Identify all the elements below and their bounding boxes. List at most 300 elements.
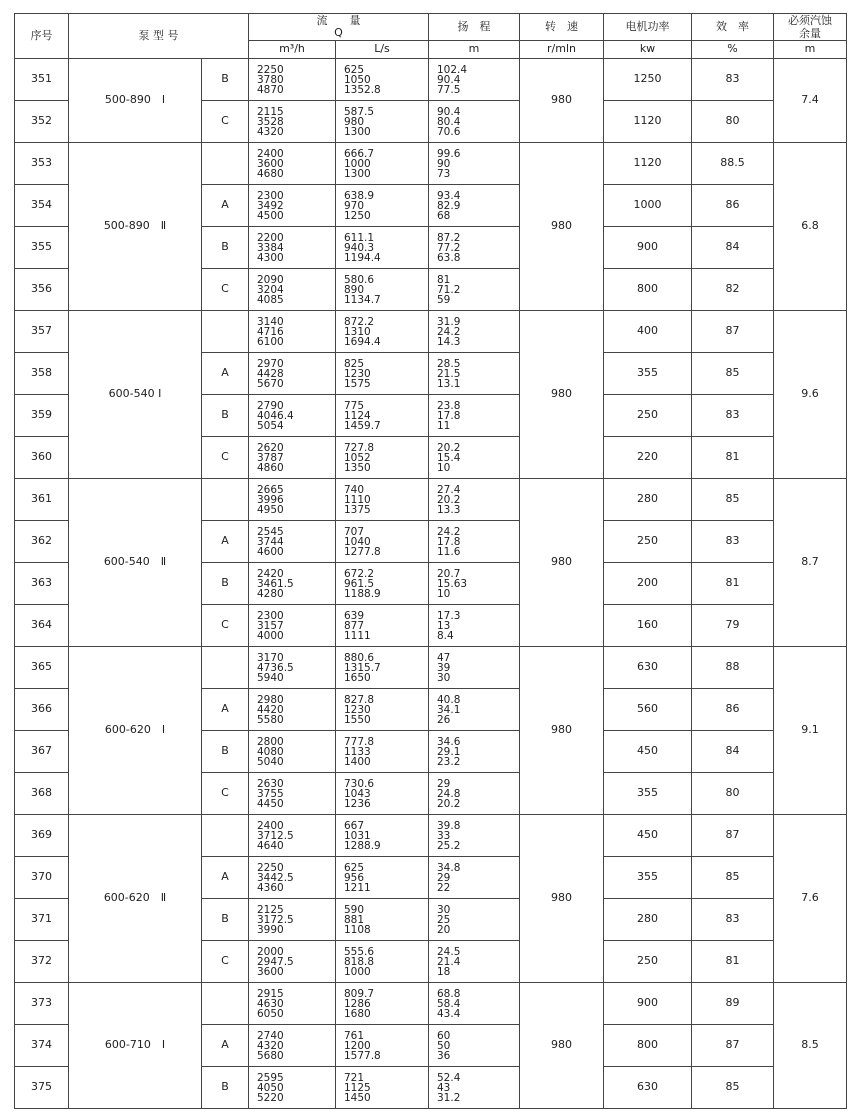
model-cell: 500-890 Ⅱ <box>69 143 202 311</box>
power-cell: 280 <box>604 899 692 941</box>
value-line: 3787 <box>257 451 284 464</box>
value-line: 1694.4 <box>344 335 381 348</box>
speed-cell: 980 <box>520 647 604 815</box>
variant-cell: C <box>202 605 249 647</box>
value-line: 1194.4 <box>344 251 381 264</box>
speed-cell: 980 <box>520 815 604 983</box>
value-line: 33 <box>437 829 451 842</box>
flow-ls-cell <box>336 941 429 983</box>
value-line: 3204 <box>257 283 284 296</box>
value-line: 4950 <box>257 503 284 516</box>
seq-cell: 356 <box>15 269 69 311</box>
power-cell: 160 <box>604 605 692 647</box>
value-line: 4300 <box>257 251 284 264</box>
value-line: 17.3 <box>437 609 461 622</box>
unit-power: kw <box>604 41 692 59</box>
model-cell: 500-890 I <box>69 59 202 143</box>
flow-m3h-cell <box>249 143 336 185</box>
value-line: 2125 <box>257 903 284 916</box>
value-line: 1125 <box>344 1081 371 1094</box>
value-line: 1124 <box>344 409 371 422</box>
unit-npsh: m <box>774 41 847 59</box>
power-cell: 400 <box>604 311 692 353</box>
value-line: 50 <box>437 1039 451 1052</box>
value-line: 3172.5 <box>257 913 294 926</box>
head-cell <box>429 395 520 437</box>
value-line: 27.4 <box>437 483 461 496</box>
value-line: 5670 <box>257 377 284 390</box>
seq-cell: 371 <box>15 899 69 941</box>
value-line: 82.9 <box>437 199 461 212</box>
flow-ls-cell <box>336 1067 429 1109</box>
value-line: 1350 <box>344 461 371 474</box>
value-line: 2250 <box>257 63 284 76</box>
value-line: 60 <box>437 1029 451 1042</box>
flow-ls-cell <box>336 59 429 101</box>
npsh-cell: 8.7 <box>774 479 847 647</box>
value-line: 77.2 <box>437 241 461 254</box>
value-line: 2090 <box>257 273 284 286</box>
head-cell <box>429 479 520 521</box>
npsh-cell: 8.5 <box>774 983 847 1109</box>
value-line: 1200 <box>344 1039 371 1052</box>
eff-cell: 81 <box>692 941 774 983</box>
value-line: 2420 <box>257 567 284 580</box>
value-line: 4085 <box>257 293 284 306</box>
value-line: 20.2 <box>437 797 461 810</box>
value-line: 1250 <box>344 209 371 222</box>
value-line: 3744 <box>257 535 284 548</box>
flow-ls-cell <box>336 815 429 857</box>
value-line: 1230 <box>344 703 371 716</box>
value-line: 2545 <box>257 525 284 538</box>
eff-cell: 87 <box>692 1025 774 1067</box>
npsh-cell: 9.1 <box>774 647 847 815</box>
variant-cell: B <box>202 731 249 773</box>
value-line: 87.2 <box>437 231 461 244</box>
value-line: 68.8 <box>437 987 461 1000</box>
value-line: 25 <box>437 913 451 926</box>
value-line: 2595 <box>257 1071 284 1084</box>
eff-cell: 88 <box>692 647 774 689</box>
value-line: 15.63 <box>437 577 468 590</box>
variant-cell: A <box>202 857 249 899</box>
flow-m3h-cell <box>249 983 336 1025</box>
value-line: 99.6 <box>437 147 461 160</box>
value-line: 956 <box>344 871 365 884</box>
value-line: 1310 <box>344 325 371 338</box>
flow-ls-cell <box>336 605 429 647</box>
value-line: 818.8 <box>344 955 375 968</box>
value-line: 81 <box>437 273 451 286</box>
value-line: 23.2 <box>437 755 461 768</box>
variant-cell: A <box>202 185 249 227</box>
value-line: 30 <box>437 903 451 916</box>
table-row <box>15 311 847 353</box>
value-line: 3755 <box>257 787 284 800</box>
value-line: 17.8 <box>437 535 461 548</box>
head-cell <box>429 521 520 563</box>
seq-header: 序号 <box>15 14 69 59</box>
value-line: 1288.9 <box>344 839 381 852</box>
seq-cell: 352 <box>15 101 69 143</box>
value-line: 970 <box>344 199 365 212</box>
power-cell: 1120 <box>604 143 692 185</box>
model-cell: 600-710 I <box>69 983 202 1109</box>
unit-eff: % <box>692 41 774 59</box>
value-line: 1550 <box>344 713 371 726</box>
flow-ls-cell <box>336 185 429 227</box>
value-line: 777.8 <box>344 735 375 748</box>
value-line: 3528 <box>257 115 284 128</box>
value-line: 31.9 <box>437 315 461 328</box>
value-line: 1040 <box>344 535 371 548</box>
value-line: 20.7 <box>437 567 461 580</box>
npsh-cell: 9.6 <box>774 311 847 479</box>
flow-ls-cell <box>336 479 429 521</box>
value-line: 68 <box>437 209 451 222</box>
value-line: 40.8 <box>437 693 461 706</box>
value-line: 36 <box>437 1049 451 1062</box>
power-cell: 450 <box>604 731 692 773</box>
seq-cell: 374 <box>15 1025 69 1067</box>
value-line: 3170 <box>257 651 284 664</box>
value-line: 881 <box>344 913 365 926</box>
value-line: 4600 <box>257 545 284 558</box>
value-line: 2300 <box>257 189 284 202</box>
flow-m3h-cell <box>249 1025 336 1067</box>
seq-cell: 361 <box>15 479 69 521</box>
value-line: 825 <box>344 357 365 370</box>
head-cell <box>429 269 520 311</box>
value-line: 2200 <box>257 231 284 244</box>
value-line: 1352.8 <box>344 83 381 96</box>
flow-ls-cell <box>336 857 429 899</box>
value-line: 707 <box>344 525 365 538</box>
flow-ls-cell <box>336 731 429 773</box>
value-line: 1052 <box>344 451 371 464</box>
value-line: 890 <box>344 283 365 296</box>
variant-cell: A <box>202 1025 249 1067</box>
value-line: 1575 <box>344 377 371 390</box>
eff-cell: 79 <box>692 605 774 647</box>
variant-cell: B <box>202 1067 249 1109</box>
flow-ls-cell <box>336 983 429 1025</box>
value-line: 721 <box>344 1071 365 1084</box>
flow-m3h-cell <box>249 311 336 353</box>
power-cell: 355 <box>604 857 692 899</box>
value-line: 4736.5 <box>257 661 294 674</box>
variant-cell: A <box>202 353 249 395</box>
value-line: 1050 <box>344 73 371 86</box>
unit-speed: r/mln <box>520 41 604 59</box>
value-line: 3157 <box>257 619 284 632</box>
model-cell: 600-620 Ⅱ <box>69 815 202 983</box>
flow-ls-cell <box>336 773 429 815</box>
value-line: 3140 <box>257 315 284 328</box>
flow-ls-cell <box>336 269 429 311</box>
value-line: 1188.9 <box>344 587 381 600</box>
seq-cell: 369 <box>15 815 69 857</box>
model-header: 泵 型 号 <box>69 14 249 59</box>
eff-cell: 83 <box>692 899 774 941</box>
value-line: 90.4 <box>437 73 461 86</box>
value-line: 940.3 <box>344 241 375 254</box>
head-cell <box>429 1025 520 1067</box>
value-line: 2250 <box>257 861 284 874</box>
value-line: 6050 <box>257 1007 284 1020</box>
eff-cell: 84 <box>692 227 774 269</box>
seq-cell: 375 <box>15 1067 69 1109</box>
speed-cell: 980 <box>520 983 604 1109</box>
value-line: 1108 <box>344 923 371 936</box>
unit-flow-m3h: m³/h <box>249 41 336 59</box>
value-line: 58.4 <box>437 997 461 1010</box>
npsh-header <box>774 14 847 41</box>
seq-cell: 368 <box>15 773 69 815</box>
head-cell <box>429 731 520 773</box>
seq-cell: 354 <box>15 185 69 227</box>
flow-m3h-cell <box>249 227 336 269</box>
value-line: 1134.7 <box>344 293 381 306</box>
value-line: 20 <box>437 923 451 936</box>
power-cell: 355 <box>604 773 692 815</box>
value-line: 10 <box>437 587 451 600</box>
flow-ls-cell <box>336 143 429 185</box>
flow-ls-cell <box>336 521 429 563</box>
flow-m3h-cell <box>249 395 336 437</box>
value-line: 5220 <box>257 1091 284 1104</box>
variant-cell <box>202 479 249 521</box>
flow-m3h-cell <box>249 269 336 311</box>
power-cell: 900 <box>604 983 692 1025</box>
eff-cell: 80 <box>692 101 774 143</box>
value-line: 90 <box>437 157 451 170</box>
value-line: 31.2 <box>437 1091 461 1104</box>
value-line: 1000 <box>344 157 371 170</box>
value-line: 11.6 <box>437 545 461 558</box>
flow-ls-cell <box>336 311 429 353</box>
head-cell <box>429 227 520 269</box>
value-line: 2790 <box>257 399 284 412</box>
head-cell <box>429 101 520 143</box>
head-cell <box>429 353 520 395</box>
value-line: 77.5 <box>437 83 461 96</box>
value-line: 1031 <box>344 829 371 842</box>
value-line: 1680 <box>344 1007 371 1020</box>
value-line: 827.8 <box>344 693 375 706</box>
value-line: 47 <box>437 651 451 664</box>
value-line: 775 <box>344 399 365 412</box>
npsh-title: 必须汽蚀余量 <box>788 14 832 40</box>
flow-m3h-cell <box>249 899 336 941</box>
flow-ls-cell <box>336 227 429 269</box>
power-cell: 1000 <box>604 185 692 227</box>
value-line: 3600 <box>257 157 284 170</box>
pump-spec-table <box>14 13 847 1109</box>
value-line: 73 <box>437 167 451 180</box>
head-cell <box>429 437 520 479</box>
value-line: 52.4 <box>437 1071 461 1084</box>
value-line: 4080 <box>257 745 284 758</box>
eff-cell: 87 <box>692 311 774 353</box>
value-line: 555.6 <box>344 945 375 958</box>
value-line: 590 <box>344 903 365 916</box>
value-line: 39.8 <box>437 819 461 832</box>
value-line: 5940 <box>257 671 284 684</box>
head-cell <box>429 1067 520 1109</box>
flow-m3h-cell <box>249 59 336 101</box>
header-row <box>15 14 847 41</box>
value-line: 761 <box>344 1029 365 1042</box>
value-line: 3461.5 <box>257 577 294 590</box>
value-line: 1000 <box>344 965 371 978</box>
value-line: 872.2 <box>344 315 375 328</box>
flow-ls-cell <box>336 101 429 143</box>
table-row <box>15 983 847 1025</box>
speed-cell: 980 <box>520 479 604 647</box>
table-row <box>15 143 847 185</box>
value-line: 2740 <box>257 1029 284 1042</box>
table-row <box>15 59 847 101</box>
flow-m3h-cell <box>249 521 336 563</box>
flow-ls-cell <box>336 899 429 941</box>
head-header: 扬 程 <box>429 14 520 41</box>
seq-cell: 357 <box>15 311 69 353</box>
variant-cell: B <box>202 227 249 269</box>
npsh-cell: 7.6 <box>774 815 847 983</box>
value-line: 2947.5 <box>257 955 294 968</box>
power-cell: 250 <box>604 941 692 983</box>
flow-m3h-cell <box>249 815 336 857</box>
head-cell <box>429 899 520 941</box>
flow-m3h-cell <box>249 353 336 395</box>
seq-cell: 355 <box>15 227 69 269</box>
value-line: 5680 <box>257 1049 284 1062</box>
head-cell <box>429 647 520 689</box>
variant-cell: C <box>202 437 249 479</box>
seq-cell: 358 <box>15 353 69 395</box>
flow-ls-cell <box>336 353 429 395</box>
value-line: 3384 <box>257 241 284 254</box>
value-line: 580.6 <box>344 273 375 286</box>
value-line: 43 <box>437 1081 451 1094</box>
eff-cell: 81 <box>692 563 774 605</box>
value-line: 21.5 <box>437 367 461 380</box>
npsh-cell: 6.8 <box>774 143 847 311</box>
eff-cell: 84 <box>692 731 774 773</box>
value-line: 4870 <box>257 83 284 96</box>
eff-cell: 85 <box>692 857 774 899</box>
value-line: 625 <box>344 861 365 874</box>
power-cell: 560 <box>604 689 692 731</box>
value-line: 4050 <box>257 1081 284 1094</box>
value-line: 4428 <box>257 367 284 380</box>
value-line: 3712.5 <box>257 829 294 842</box>
value-line: 2400 <box>257 819 284 832</box>
value-line: 29.1 <box>437 745 461 758</box>
eff-cell: 86 <box>692 185 774 227</box>
value-line: 4630 <box>257 997 284 1010</box>
power-cell: 200 <box>604 563 692 605</box>
value-line: 34.1 <box>437 703 461 716</box>
power-header: 电机功率 <box>604 14 692 41</box>
variant-cell: B <box>202 899 249 941</box>
power-cell: 1250 <box>604 59 692 101</box>
value-line: 4320 <box>257 1039 284 1052</box>
value-line: 1375 <box>344 503 371 516</box>
value-line: 611.1 <box>344 231 375 244</box>
model-cell: 600-620 I <box>69 647 202 815</box>
flow-m3h-cell <box>249 101 336 143</box>
speed-cell: 980 <box>520 59 604 143</box>
value-line: 2115 <box>257 105 284 118</box>
seq-cell: 373 <box>15 983 69 1025</box>
speed-header: 转 速 <box>520 14 604 41</box>
value-line: 11 <box>437 419 451 432</box>
seq-cell: 351 <box>15 59 69 101</box>
value-line: 1133 <box>344 745 371 758</box>
value-line: 4280 <box>257 587 284 600</box>
value-line: 730.6 <box>344 777 375 790</box>
value-line: 1650 <box>344 671 371 684</box>
flow-m3h-cell <box>249 605 336 647</box>
seq-cell: 370 <box>15 857 69 899</box>
value-line: 1111 <box>344 629 371 642</box>
value-line: 3996 <box>257 493 284 506</box>
value-line: 1300 <box>344 167 371 180</box>
flow-m3h-cell <box>249 689 336 731</box>
eff-header: 效 率 <box>692 14 774 41</box>
value-line: 980 <box>344 115 365 128</box>
value-line: 3492 <box>257 199 284 212</box>
value-line: 39 <box>437 661 451 674</box>
value-line: 2630 <box>257 777 284 790</box>
value-line: 20.2 <box>437 493 461 506</box>
model-cell: 600-540 I <box>69 311 202 479</box>
flow-m3h-cell <box>249 941 336 983</box>
variant-cell: C <box>202 101 249 143</box>
eff-cell: 85 <box>692 1067 774 1109</box>
head-cell <box>429 143 520 185</box>
value-line: 18 <box>437 965 451 978</box>
flow-ls-cell <box>336 395 429 437</box>
value-line: 26 <box>437 713 451 726</box>
value-line: 5580 <box>257 713 284 726</box>
value-line: 4000 <box>257 629 284 642</box>
flow-header <box>249 14 429 41</box>
flow-ls-cell <box>336 647 429 689</box>
value-line: 8.4 <box>437 629 454 642</box>
value-line: 672.2 <box>344 567 375 580</box>
value-line: 1450 <box>344 1091 371 1104</box>
value-line: 21.4 <box>437 955 461 968</box>
value-line: 1315.7 <box>344 661 381 674</box>
head-cell <box>429 815 520 857</box>
eff-cell: 85 <box>692 479 774 521</box>
speed-cell: 980 <box>520 143 604 311</box>
flow-m3h-cell <box>249 647 336 689</box>
value-line: 5040 <box>257 755 284 768</box>
value-line: 23.8 <box>437 399 461 412</box>
power-cell: 800 <box>604 269 692 311</box>
head-cell <box>429 59 520 101</box>
value-line: 880.6 <box>344 651 375 664</box>
value-line: 24.2 <box>437 525 461 538</box>
value-line: 24.8 <box>437 787 461 800</box>
value-line: 740 <box>344 483 365 496</box>
variant-cell <box>202 143 249 185</box>
